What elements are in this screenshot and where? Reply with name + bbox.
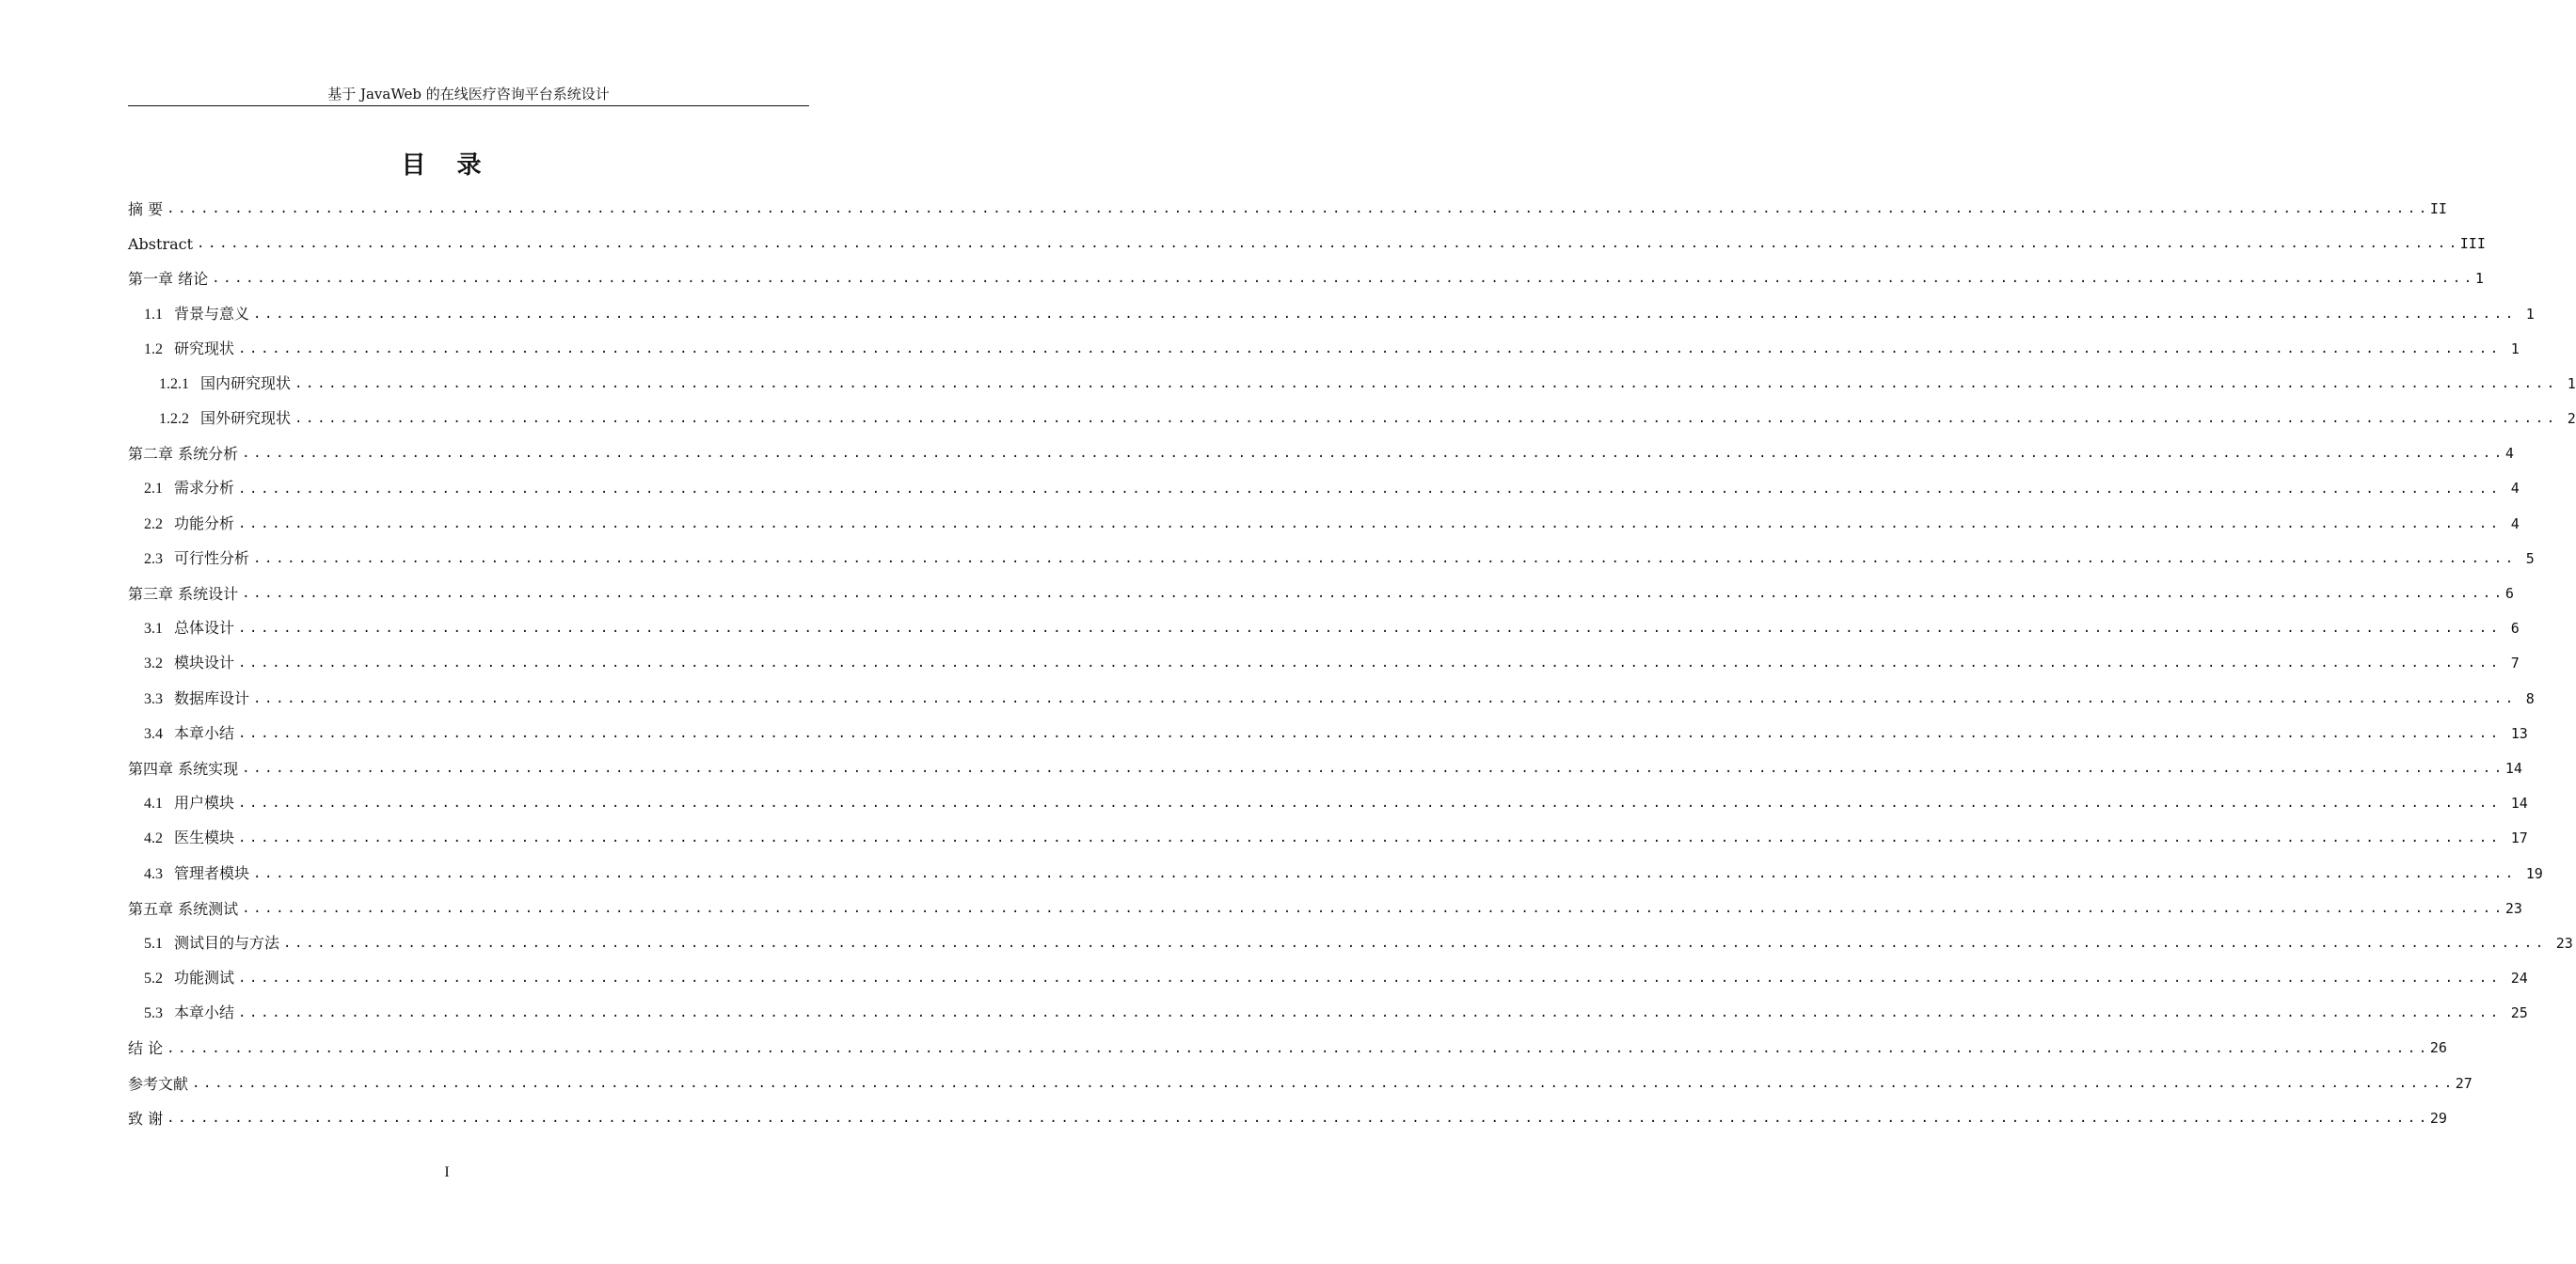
dot-leader: ........................................................................................................................................................................................................ <box>238 481 2502 497</box>
toc-entry-page: II <box>2429 199 2447 217</box>
toc-entry-title: 背景与意义 <box>174 304 250 323</box>
toc-entry-page: 14 <box>2504 759 2522 777</box>
toc-entry[interactable] <box>128 646 2520 681</box>
toc-entry-number: 1.1 <box>144 306 163 323</box>
toc-entry[interactable] <box>128 682 2535 717</box>
dot-leader: ........................................................................................................................................................................................................ <box>212 271 2475 287</box>
toc-entry-label <box>144 925 279 961</box>
dot-leader: ........................................................................................................................................................................................................ <box>238 515 2502 531</box>
dot-leader: ........................................................................................................................................................................................................ <box>242 446 2505 462</box>
toc-entry-number: 5.2 <box>144 971 163 988</box>
toc-entry-page: 23 <box>2555 934 2573 952</box>
toc-entry-title: 致 谢 <box>128 1109 164 1128</box>
toc-entry-page: 4 <box>2510 480 2520 498</box>
dot-leader: ........................................................................................................................................................................................................ <box>238 656 2502 672</box>
toc-entry-title: 本章小结 <box>174 723 235 742</box>
dot-leader: ........................................................................................................................................................................................................ <box>294 375 2558 391</box>
toc-entry-label <box>128 227 193 261</box>
header-divider <box>128 105 809 106</box>
toc-entry-label <box>144 995 234 1031</box>
toc-entry-label <box>144 681 249 717</box>
dot-leader: ........................................................................................................................................................................................................ <box>253 306 2517 322</box>
toc-entry-title: 总体设计 <box>174 619 235 638</box>
dot-leader: ........................................................................................................................................................................................................ <box>253 865 2517 881</box>
toc-entry-label <box>128 577 238 611</box>
toc-entry-page: 7 <box>2510 655 2520 672</box>
toc-entry-title: 功能分析 <box>174 514 235 532</box>
toc-entry-page: 24 <box>2510 970 2528 988</box>
dot-leader: ........................................................................................................................................................................................................ <box>167 1040 2430 1056</box>
toc-entry[interactable] <box>128 297 2535 332</box>
toc-entry[interactable] <box>128 367 2576 402</box>
toc-entry-number: 4.2 <box>144 830 163 847</box>
toc-entry-page: 17 <box>2510 830 2528 847</box>
toc-entry-title: Abstract <box>128 235 194 254</box>
toc-entry[interactable] <box>128 261 2484 296</box>
toc-entry-label <box>144 470 234 506</box>
toc-entry[interactable] <box>128 892 2522 926</box>
toc-entry-page: 1 <box>2525 305 2535 323</box>
toc-entry-label <box>144 716 234 751</box>
toc-entry-title: 可行性分析 <box>174 548 250 567</box>
toc-entry-title: 第二章 系统分析 <box>128 445 239 464</box>
dot-leader: ........................................................................................................................................................................................................ <box>238 621 2502 637</box>
toc-entry[interactable] <box>128 961 2528 996</box>
toc-entry-title: 本章小结 <box>174 1003 235 1022</box>
toc-entry-page: 1 <box>2567 374 2576 392</box>
toc-entry-title: 国外研究现状 <box>200 409 292 428</box>
toc-entry[interactable] <box>128 542 2535 577</box>
toc-entry-page: 5 <box>2525 549 2535 567</box>
toc-entry[interactable] <box>128 926 2573 961</box>
toc-entry-page: 29 <box>2429 1109 2447 1127</box>
toc-entry[interactable] <box>128 577 2514 611</box>
toc-entry-label <box>144 820 234 856</box>
toc-entry-page: 25 <box>2510 1004 2528 1022</box>
toc-entry-label <box>128 1101 163 1136</box>
toc-entry[interactable] <box>128 1101 2447 1136</box>
toc-entry-label <box>128 192 163 227</box>
toc-entry-page: 4 <box>2504 445 2514 463</box>
toc-entry-label <box>144 856 249 892</box>
toc-entry-number: 5.3 <box>144 1005 163 1022</box>
toc-entry-label <box>144 296 249 332</box>
toc-entry[interactable] <box>128 1032 2447 1066</box>
toc-entry-label <box>128 892 238 926</box>
toc-entry-number: 3.2 <box>144 656 163 672</box>
toc-entry-title: 第四章 系统实现 <box>128 759 239 778</box>
toc-entry-title: 研究现状 <box>174 339 235 357</box>
toc-entry-title: 第一章 绪论 <box>128 270 209 289</box>
dot-leader: ........................................................................................................................................................................................................ <box>242 761 2505 776</box>
dot-leader: ........................................................................................................................................................................................................ <box>238 971 2502 987</box>
dot-leader: ........................................................................................................................................................................................................ <box>283 935 2547 951</box>
toc-entry-title: 第五章 系统测试 <box>128 899 239 918</box>
dot-leader: ........................................................................................................................................................................................................ <box>197 236 2460 252</box>
toc-entry[interactable] <box>128 1066 2473 1101</box>
dot-leader: ........................................................................................................................................................................................................ <box>242 900 2505 916</box>
toc-entry[interactable] <box>128 611 2520 646</box>
toc-entry-page: 26 <box>2429 1039 2447 1057</box>
toc-entry-page: 23 <box>2504 899 2522 917</box>
toc-entry-page: 4 <box>2510 514 2520 532</box>
toc-entry-number: 1.2.1 <box>159 375 189 392</box>
toc-entry-page: 1 <box>2510 340 2520 357</box>
toc-entry-label <box>128 436 238 471</box>
toc-entry-label <box>144 541 249 577</box>
toc-entry-number: 1.2.2 <box>159 411 189 428</box>
toc-entry[interactable] <box>128 472 2520 507</box>
toc-entry[interactable] <box>128 402 2576 436</box>
toc-entry-title: 摘 要 <box>128 199 164 218</box>
dot-leader: ........................................................................................................................................................................................................ <box>238 1005 2502 1021</box>
toc-entry-title: 测试目的与方法 <box>174 933 280 952</box>
toc-entry-title: 用户模块 <box>174 794 235 813</box>
toc-entry-label <box>128 261 208 296</box>
toc-entry[interactable] <box>128 192 2447 227</box>
toc-entry[interactable] <box>128 821 2528 856</box>
toc-entry-number: 2.1 <box>144 481 163 498</box>
page-number: I <box>444 1164 450 1180</box>
toc-entry-page: 8 <box>2525 689 2535 707</box>
dot-leader: ........................................................................................................................................................................................................ <box>167 1110 2430 1126</box>
toc-entry-number: 1.2 <box>144 340 163 357</box>
table-of-contents <box>128 192 2576 1136</box>
toc-entry-label <box>128 1031 163 1066</box>
dot-leader: ........................................................................................................................................................................................................ <box>253 550 2517 566</box>
toc-entry-label <box>159 366 291 402</box>
toc-entry-number: 3.4 <box>144 725 163 742</box>
toc-entry-number: 5.1 <box>144 935 163 952</box>
dot-leader: ........................................................................................................................................................................................................ <box>238 830 2502 846</box>
toc-entry-label <box>144 645 234 681</box>
toc-entry-page: 6 <box>2504 585 2514 603</box>
toc-entry-number: 2.3 <box>144 550 163 567</box>
dot-leader: ........................................................................................................................................................................................................ <box>294 411 2558 427</box>
toc-entry-label <box>144 331 234 367</box>
toc-entry-page: 14 <box>2510 795 2528 813</box>
toc-entry-number: 3.3 <box>144 690 163 707</box>
toc-entry[interactable] <box>128 717 2528 751</box>
toc-entry-page: 19 <box>2525 864 2543 882</box>
toc-entry-title: 第三章 系统设计 <box>128 585 239 604</box>
toc-entry-title: 模块设计 <box>174 654 235 672</box>
toc-entry[interactable] <box>128 786 2528 821</box>
toc-entry-number: 4.3 <box>144 865 163 882</box>
toc-entry-page: 27 <box>2455 1074 2473 1092</box>
toc-entry-title: 国内研究现状 <box>200 373 292 392</box>
toc-entry[interactable] <box>128 857 2543 892</box>
toc-entry-title: 功能测试 <box>174 969 235 988</box>
running-header: 基于 JavaWeb 的在线医疗咨询平台系统设计 <box>327 86 610 103</box>
toc-entry-number: 3.1 <box>144 621 163 638</box>
toc-entry[interactable] <box>128 436 2514 471</box>
toc-entry-title: 管理者模块 <box>174 863 250 882</box>
dot-leader: ........................................................................................................................................................................................................ <box>253 690 2517 706</box>
toc-entry-label <box>144 960 234 996</box>
toc-entry-page: 2 <box>2567 410 2576 428</box>
toc-entry-title: 医生模块 <box>174 829 235 847</box>
toc-entry[interactable] <box>128 332 2520 367</box>
dot-leader: ........................................................................................................................................................................................................ <box>167 201 2430 216</box>
toc-entry-title: 结 论 <box>128 1039 164 1058</box>
toc-entry-number: 2.2 <box>144 515 163 532</box>
dot-leader: ........................................................................................................................................................................................................ <box>238 796 2502 812</box>
toc-entry-title: 需求分析 <box>174 479 235 498</box>
toc-entry-label <box>159 401 291 436</box>
toc-entry-page: 6 <box>2510 620 2520 638</box>
dot-leader: ........................................................................................................................................................................................................ <box>238 340 2502 356</box>
toc-entry-title: 参考文献 <box>128 1074 189 1093</box>
toc-entry-label <box>128 751 238 786</box>
toc-entry[interactable] <box>128 507 2520 542</box>
toc-entry-number: 4.1 <box>144 796 163 813</box>
page-title: 目 录 <box>401 151 493 180</box>
toc-entry[interactable] <box>128 227 2486 261</box>
toc-entry-label <box>128 1066 188 1101</box>
dot-leader: ........................................................................................................................................................................................................ <box>238 725 2502 741</box>
toc-entry-label <box>144 785 234 821</box>
toc-entry-page: III <box>2459 235 2486 253</box>
dot-leader: ........................................................................................................................................................................................................ <box>192 1075 2456 1091</box>
toc-entry-label <box>144 506 234 542</box>
toc-entry-label <box>144 610 234 646</box>
dot-leader: ........................................................................................................................................................................................................ <box>242 586 2505 602</box>
toc-entry-page: 1 <box>2474 270 2484 288</box>
toc-entry-title: 数据库设计 <box>174 688 250 707</box>
toc-entry[interactable] <box>128 751 2522 786</box>
toc-entry-page: 13 <box>2510 724 2528 742</box>
toc-entry[interactable] <box>128 996 2528 1031</box>
